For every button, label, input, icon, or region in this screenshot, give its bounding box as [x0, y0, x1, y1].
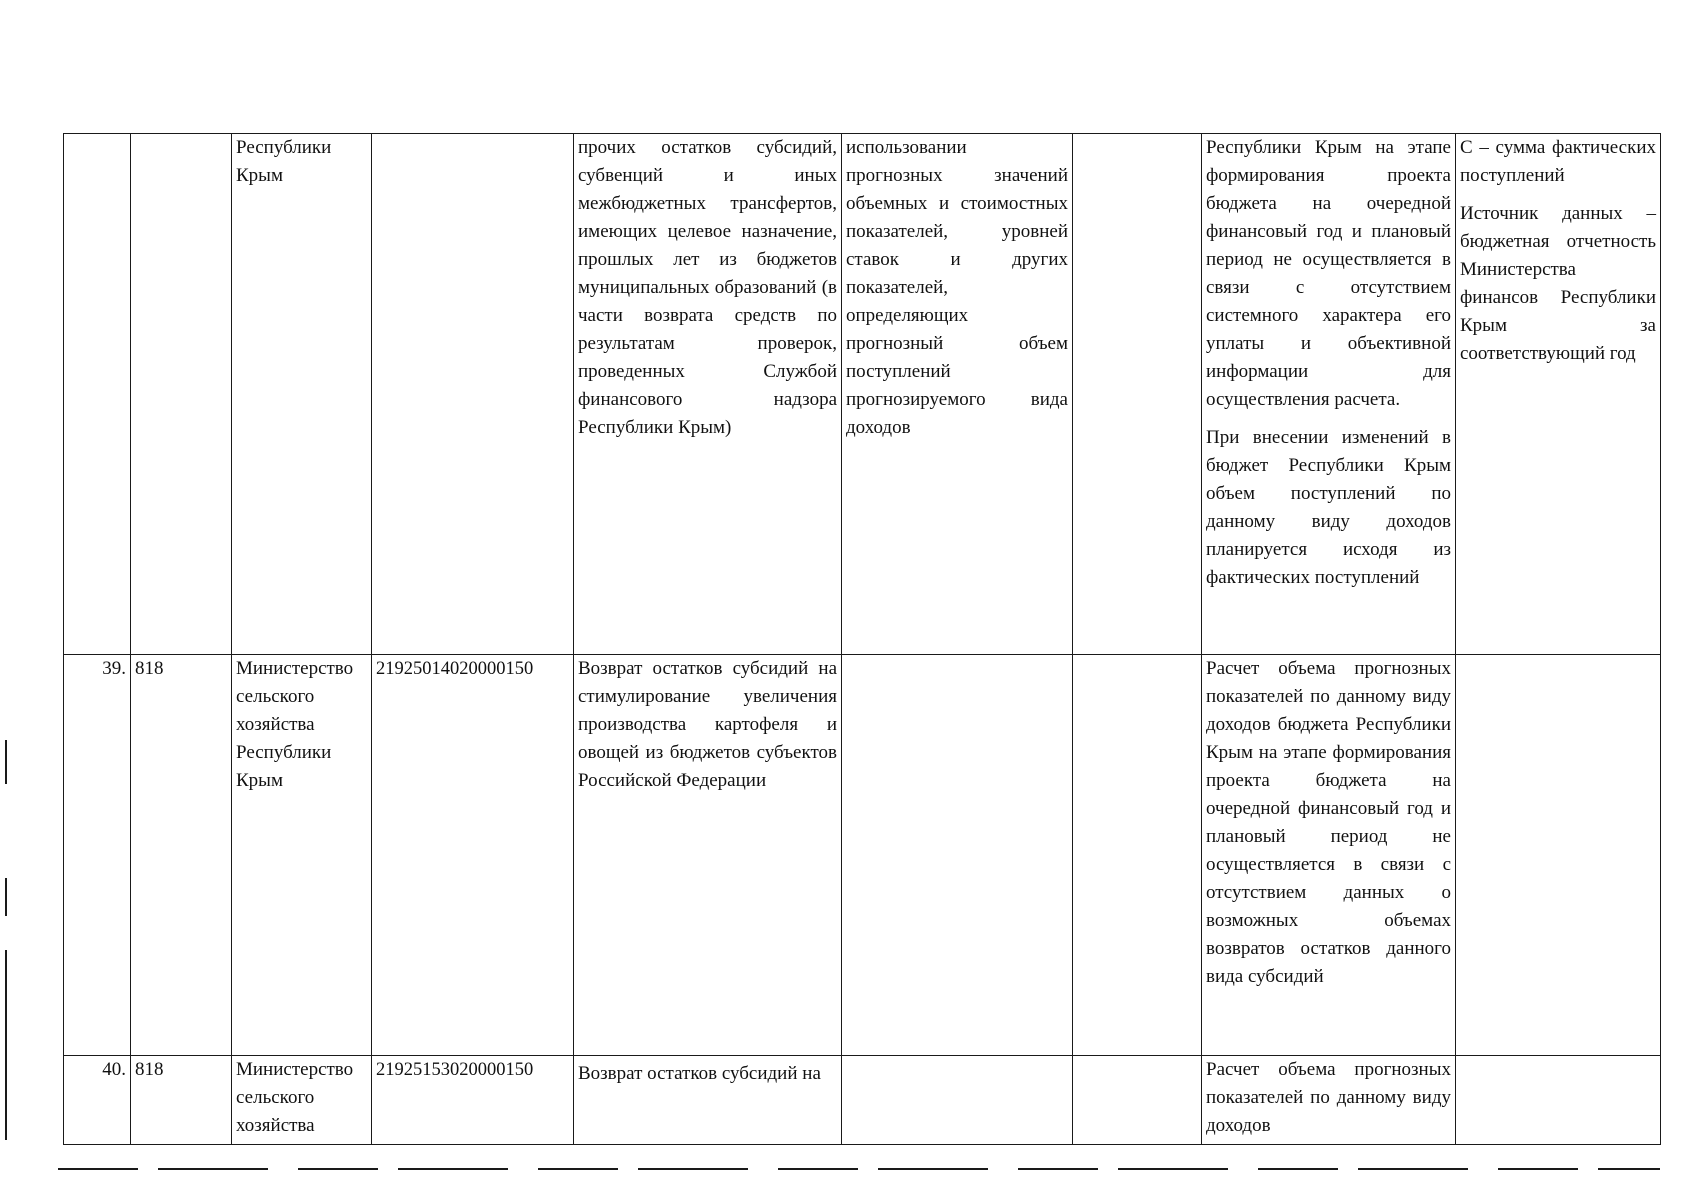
formula [1073, 655, 1202, 1056]
admin-code [131, 134, 232, 655]
kbk-code: 21925153020000150 [372, 1056, 574, 1145]
admin-name: Министерство сельского хозяйства Республики Крым [232, 655, 372, 1056]
indicator-paragraph: Источник данных – бюджетная отчетность Министерства финансов Республики Крым за соответствующий год [1460, 203, 1656, 364]
formula [1073, 1056, 1202, 1145]
kbk-code [372, 134, 574, 655]
calculation-method [842, 1056, 1073, 1145]
table-row [64, 1056, 1661, 1145]
row-number [64, 134, 131, 655]
indicator-description [1456, 134, 1661, 655]
admin-code: 818 [131, 655, 232, 1056]
indicator-description [1456, 1056, 1661, 1145]
algorithm-paragraph: Расчет объема прогнозных показателей по данному виду доходов [1206, 1059, 1451, 1136]
calculation-method [842, 655, 1073, 1056]
admin-name: Министерство сельского хозяйства [232, 1056, 372, 1145]
admin-name: Республики Крым [232, 134, 372, 655]
calculation-algorithm [1202, 1056, 1456, 1145]
formula [1073, 134, 1202, 655]
income-name: Возврат остатков субсидий на стимулирование увеличения производства картофеля и овощей из бюджетов субъектов Российской Федерации [574, 655, 842, 1056]
algorithm-paragraph: При внесении изменений в бюджет Республики Крым объем поступлений по данному виду доходов планируется исходя из фактических поступлений [1206, 427, 1451, 588]
income-forecast-table [63, 133, 1661, 1145]
row-number: 40. [64, 1056, 131, 1145]
row-number: 39. [64, 655, 131, 1056]
admin-code: 818 [131, 1056, 232, 1145]
calculation-method: использовании прогнозных значений объемных и стоимостных показателей, уровней ставок и других показателей, определяющих прогнозный объем поступлений прогнозируемого вида доходов [842, 134, 1073, 655]
indicator-paragraph: С – сумма фактических поступлений [1460, 137, 1656, 186]
algorithm-paragraph: Расчет объема прогнозных показателей по данному виду доходов бюджета Республики Крым на этапе формирования проекта бюджета на очередной финансовый год и плановый период не осуществляется в связи с отсутствием данных о возможных объемах возвратов остатков данного вида субсидий [1206, 658, 1451, 987]
algorithm-paragraph: Республики Крым на этапе формирования проекта бюджета на очередной финансовый год и плановый период не осуществляется в связи с отсутствием системного характера его уплаты и объективной информации для осуществления расчета. [1206, 137, 1451, 410]
table-row [64, 655, 1661, 1056]
calculation-algorithm [1202, 655, 1456, 1056]
indicator-description [1456, 655, 1661, 1056]
page-bottom-rule [58, 1168, 1660, 1170]
income-name: Возврат остатков субсидий на [574, 1056, 842, 1145]
income-name: прочих остатков субсидий, субвенций и иных межбюджетных трансфертов, имеющих целевое назначение, прошлых лет из бюджетов муниципальных образований (в части возврата средств по результатам проверок, проведенных Службой финансового надзора Республики Крым) [574, 134, 842, 655]
table-row [64, 134, 1661, 655]
calculation-algorithm [1202, 134, 1456, 655]
kbk-code: 21925014020000150 [372, 655, 574, 1056]
